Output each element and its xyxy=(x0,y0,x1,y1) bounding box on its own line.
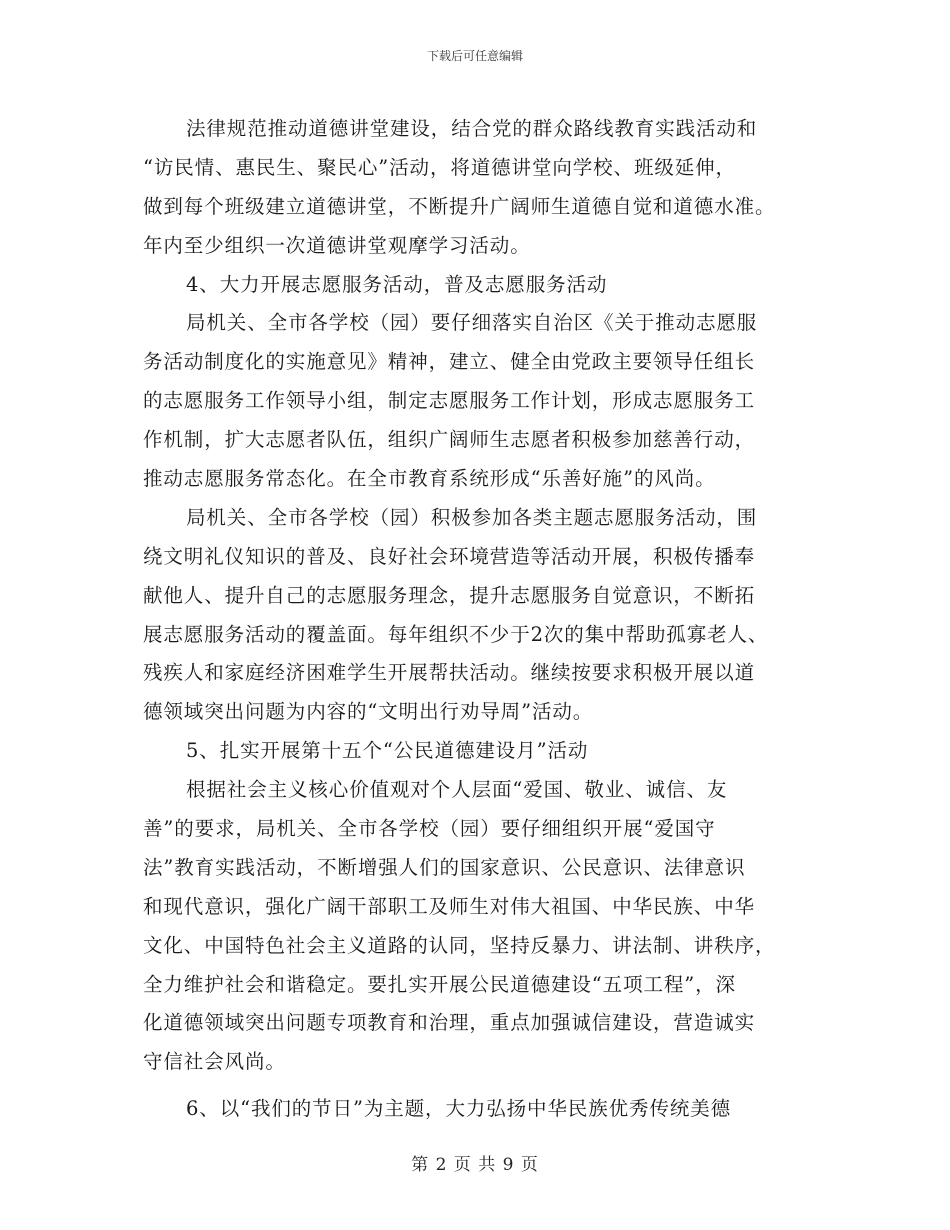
page-number: 第 2 页 共 9 页 xyxy=(411,1155,539,1175)
text-line: 残疾人和家庭经济困难学生开展帮扶活动。继续按要求积极开展以道 xyxy=(143,661,756,685)
text-line: “访民情、惠民生、聚民心”活动，将道德讲堂向学校、班级延伸， xyxy=(143,155,736,179)
text-line: 作机制，扩大志愿者队伍，组织广阔师生志愿者积极参加慈善行动， xyxy=(143,428,756,452)
text-line: 和现代意识，强化广阔干部职工及师生对伟大祖国、中华民族、中华 xyxy=(143,894,756,918)
text-line: 文化、中国特色社会主义道路的认同，坚持反暴力、讲法制、讲秩序， xyxy=(143,933,776,957)
text-line: 化道德领域突出问题专项教育和治理，重点加强诚信建设，营造诚实 xyxy=(143,1011,756,1035)
text-line: 法”教育实践活动，不断增强人们的国家意识、公民意识、法律意识 xyxy=(143,855,746,879)
text-line: 根据社会主义核心价值观对个人层面“爱国、敬业、诚信、友 xyxy=(186,778,728,802)
text-line: 献他人、提升自己的志愿服务理念，提升志愿服务自觉意识，不断拓 xyxy=(143,583,756,607)
text-line: 局机关、全市各学校（园）要仔细落实自治区《关于推动志愿服 xyxy=(186,311,758,335)
text-line: 法律规范推动道德讲堂建设，结合党的群众路线教育实践活动和 xyxy=(186,117,758,140)
text-line: 善”的要求，局机关、全市各学校（园）要仔细组织开展“爱国守 xyxy=(143,817,716,841)
text-line: 展志愿服务活动的覆盖面。每年组织不少于2次的集中帮助孤寡老人、 xyxy=(143,622,769,646)
text-line: 守信社会风尚。 xyxy=(143,1050,286,1074)
section-heading-6: 6、以“我们的节日”为主题，大力弘扬中华民族优秀传统美德 xyxy=(186,1097,732,1121)
text-line: 推动志愿服务常态化。在全市教育系统形成“乐善好施”的风尚。 xyxy=(143,467,716,491)
document-body xyxy=(143,110,807,1129)
section-heading-5: 5、扎实开展第十五个“公民道德建设月”活动 xyxy=(186,739,589,763)
text-line: 务活动制度化的实施意见》精神，建立、健全由党政主要领导任组长 xyxy=(143,350,756,374)
page-header: 下载后可任意编辑 xyxy=(426,49,523,63)
text-line: 做到每个班级建立道德讲堂，不断提升广阔师生道德自觉和道德水准。 xyxy=(143,194,776,218)
text-line: 绕文明礼仪知识的普及、良好社会环境营造等活动开展，积极传播奉 xyxy=(143,544,756,568)
text-line: 德领域突出问题为内容的“文明出行劝导周”活动。 xyxy=(143,700,594,724)
text-line: 局机关、全市各学校（园）积极参加各类主题志愿服务活动，围 xyxy=(186,505,758,529)
text-line: 的志愿服务工作领导小组，制定志愿服务工作计划，形成志愿服务工 xyxy=(143,389,756,413)
text-line: 年内至少组织一次道德讲堂观摩学习活动。 xyxy=(143,233,531,257)
text-line: 全力维护社会和谐稳定。要扎实开展公民道德建设“五项工程”，深 xyxy=(143,972,736,996)
section-heading-4: 4、大力开展志愿服务活动，普及志愿服务活动 xyxy=(186,272,608,296)
